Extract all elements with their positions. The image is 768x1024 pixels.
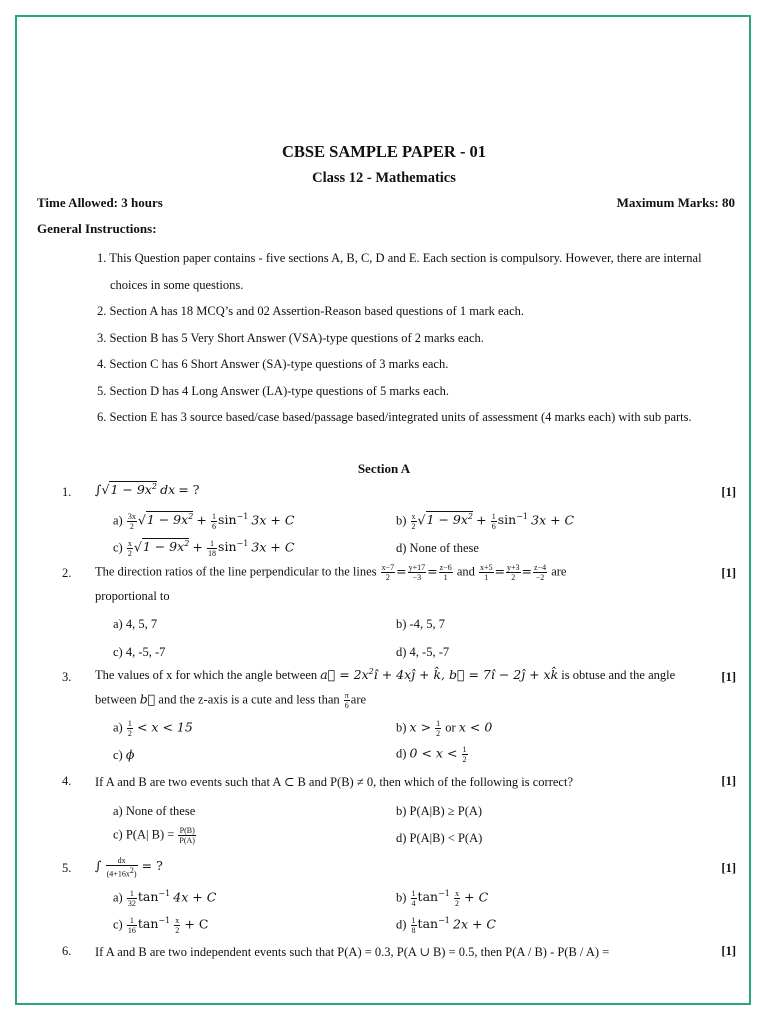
question-text: The direction ratios of the line perpendicular to the lines $\frac{x-7}{2}$ = $\frac{y+17}{-3}$ = $\frac{z-6}{1}$ and $\frac{x+5}{1}$ = $\frac{y+3}{2}$ = $\frac{z-4}{-2}$ are <box>95 563 567 582</box>
question-marks: [1] <box>721 566 736 580</box>
option-c: c) P(A| B) = $\frac{P(B)}{P(A)}$ <box>113 826 195 845</box>
instruction-item: 4. Section C has 6 Short Answer (SA)-type questions of 3 marks each. <box>97 357 449 371</box>
instruction-item: 1. This Question paper contains - five sections A, B, C, D and E. Each section is compulsory. However, there are internal choices in some questions. <box>97 251 702 292</box>
question-text-part: is obtuse and the angle <box>561 668 676 683</box>
option-b: b) $\frac{1}{4}$ $\tan^{-1}$ $\frac{x}{2}$ + C <box>396 889 489 908</box>
question-text: The values of x for which the angle between a⃗ = $2x^2î$ + 4xĵ + k̂, b⃗ = 7î − 2ĵ + xk̂ is obtuse and the angle <box>95 667 676 683</box>
question-text-part: The direction ratios of the line perpendicular to the lines <box>95 564 377 579</box>
instruction-item: 5. Section D has 4 Long Answer (LA)-type questions of 5 marks each. <box>97 383 450 398</box>
option-b: b) $\frac{x}{2}$ $√1 - 9x^2$ + $\frac{1}{6}$ $\sin^{-1} 3x + C$ <box>396 512 575 531</box>
question-text-part: are <box>551 564 567 579</box>
option-b: b) -4, 5, 7 <box>396 617 445 631</box>
question-text: between b⃗ and the z-axis is a cute and less than $\frac{\pi}{6}$ are <box>95 691 367 710</box>
question-number: 1. <box>62 485 72 499</box>
section-a-heading: Section A <box>357 461 411 476</box>
question-marks: [1] <box>721 861 736 875</box>
question-number: 5. <box>62 861 72 875</box>
question-text: If A and B are two events such that A ⊂ B and P(B) ≠ 0, then which of the following is correct? <box>95 775 574 789</box>
instructions-list <box>97 245 717 431</box>
question-marks: [1] <box>721 774 736 788</box>
question-text: $\int√1 - 9x^2$ dx = ? <box>95 482 200 498</box>
option-d: d) 4, -5, -7 <box>396 645 450 659</box>
option-a: a) None of these <box>113 804 196 818</box>
option-c: c) ϕ <box>113 747 135 762</box>
question-marks: [1] <box>721 670 736 684</box>
instruction-item: 3. Section B has 5 Very Short Answer (VSA)-type questions of 2 marks each. <box>97 330 484 345</box>
option-d: d) 0 < x < $\frac{1}{2}$ <box>396 745 467 764</box>
question-text-part: proportional to <box>95 589 170 603</box>
question-text-part: are <box>350 692 367 707</box>
question-text: ∫ $\frac{dx}{(4+16x^2)}$ = ? <box>95 856 163 879</box>
question-marks: [1] <box>721 944 736 958</box>
general-instructions-heading: General Instructions: <box>37 221 157 236</box>
option-d: d) None of these <box>396 541 479 555</box>
question-marks: [1] <box>721 485 736 499</box>
option-a: a) $\frac{3x}{2}$ $√1 - 9x^2$ + $\frac{1}{6}$ $\sin^{-1} 3x + C$ <box>113 512 295 531</box>
question-text-part: between <box>95 692 137 707</box>
paper-subtitle: Class 12 - Mathematics <box>312 170 456 186</box>
question-text: If A and B are two independent events such that P(A) = 0.3, P(A ∪ B) = 0.5, then P(A / B) - P(B / A) = <box>95 945 610 959</box>
option-b: b) x > $\frac{1}{2}$ or x < 0 <box>396 719 493 738</box>
question-number: 6. <box>62 944 72 958</box>
option-c: c) $\frac{x}{2}$ $√1 - 9x^2$ + $\frac{1}{18}$ $\sin^{-1} 3x + C$ <box>113 539 295 558</box>
question-text-part: and <box>456 564 475 579</box>
question-number: 4. <box>62 774 72 788</box>
question-number: 3. <box>62 670 72 684</box>
time-allowed: Time Allowed: 3 hours <box>37 195 163 210</box>
question-text-part: The values of x for which the angle between <box>95 668 318 683</box>
instruction-item: 2. Section A has 18 MCQ’s and 02 Assertion-Reason based questions of 1 mark each. <box>97 304 525 318</box>
max-marks: Maximum Marks: 80 <box>616 195 735 210</box>
option-c: c) 4, -5, -7 <box>113 645 166 659</box>
paper-title: CBSE SAMPLE PAPER - 01 <box>281 142 487 161</box>
option-d: d) $\frac{1}{8}$ $\tan^{-1} 2x + C$ <box>396 916 496 935</box>
option-a: a) 4, 5, 7 <box>113 617 158 631</box>
option-a: a) $\frac{1}{2}$ < x < 15 <box>113 719 193 738</box>
option-a: a) $\frac{1}{32}$ $\tan^{-1} 4x + C$ <box>113 889 217 908</box>
question-text-part: and the z-axis is a cute and less than <box>158 692 340 707</box>
question-number: 2. <box>62 566 72 580</box>
option-d: d) P(A|B) < P(A) <box>396 831 483 845</box>
instruction-item: 6. Section E has 3 source based/case based/passage based/integrated units of assessment (4 marks each) with sub parts. <box>97 410 692 424</box>
option-c: c) $\frac{1}{16}$ $\tan^{-1}$ $\frac{x}{2}$ + C <box>113 916 209 935</box>
option-b: b) P(A|B) ≥ P(A) <box>396 804 483 818</box>
